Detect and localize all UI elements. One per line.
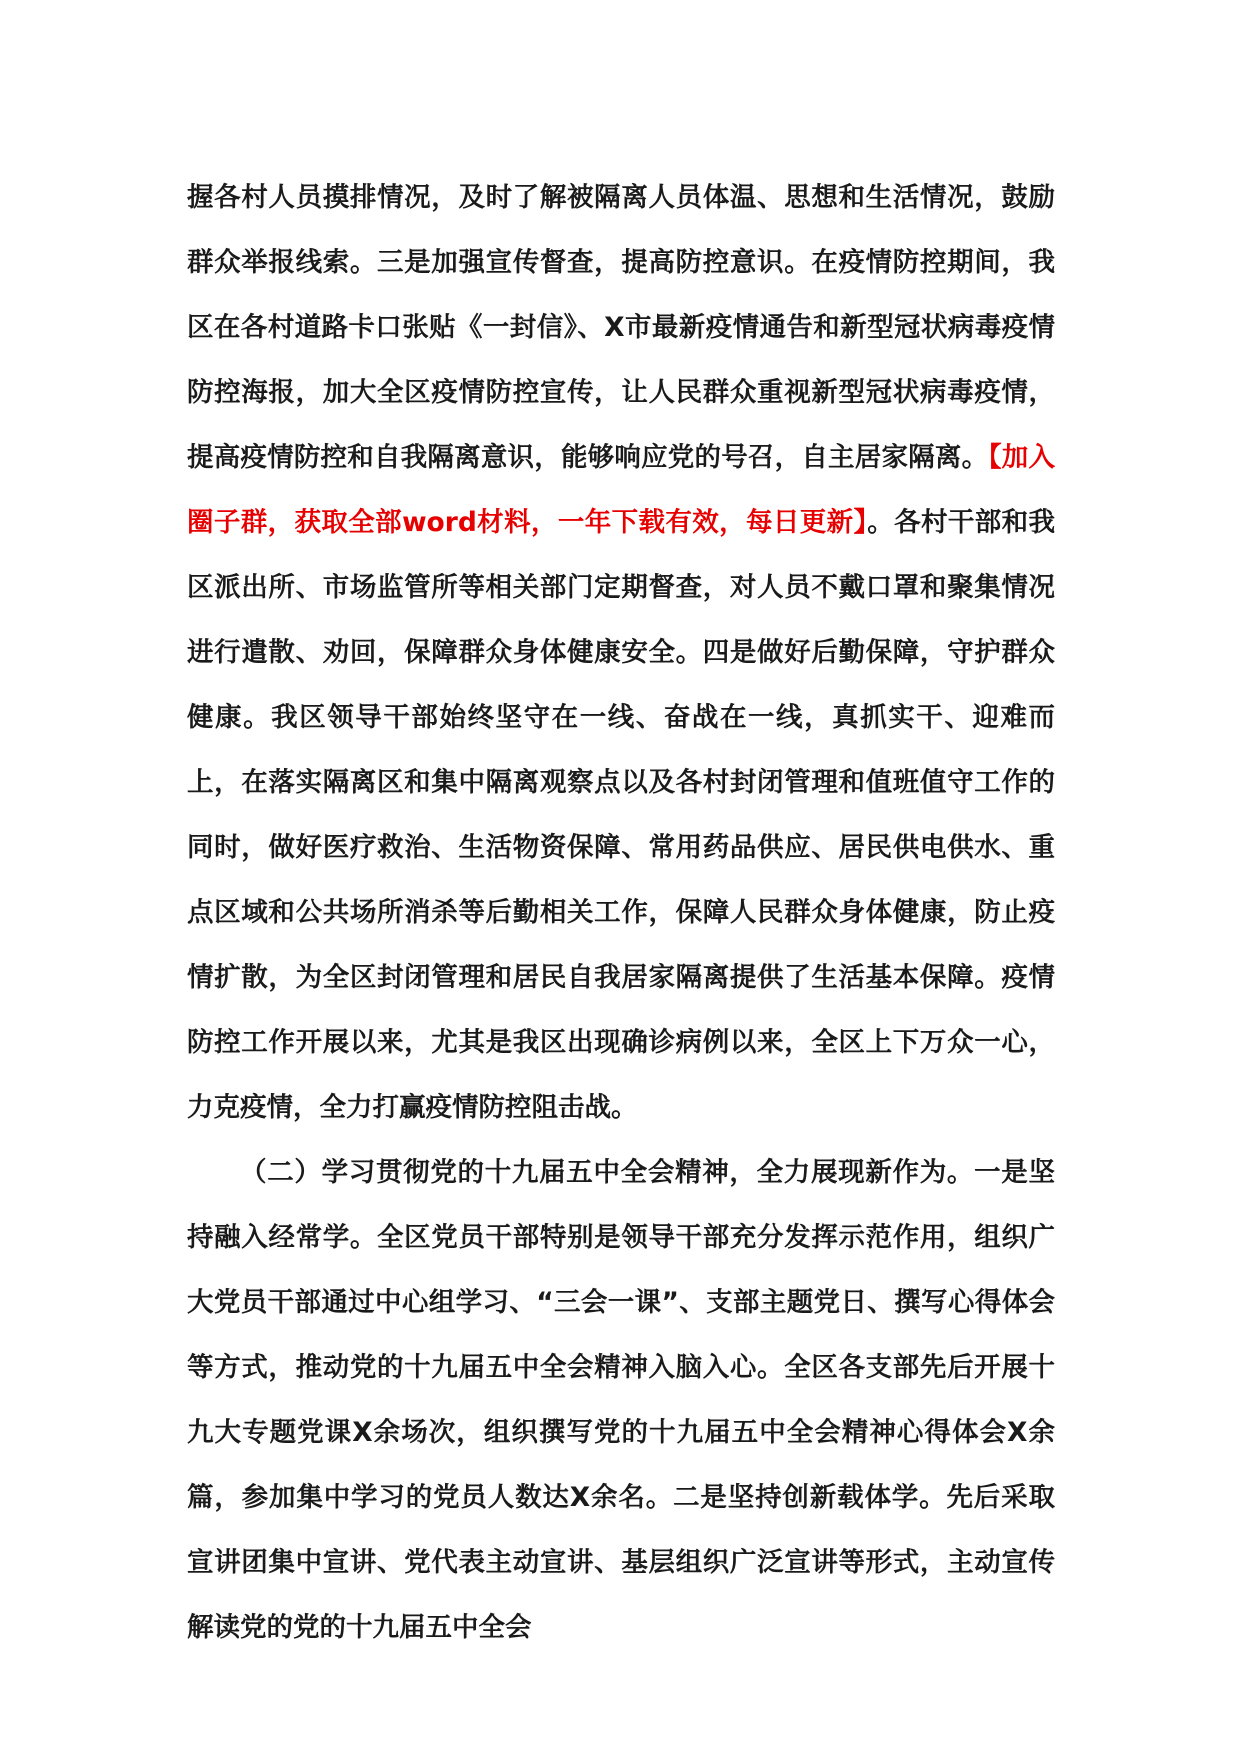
document-page: [187, 165, 1055, 1660]
paragraph-1-text-cont: 。各村干部和我区派出所、市场监管所等相关部门定期督查，对人员不戴口罩和聚集情况进行遣散、劝回，保障群众身体健康安全。四是做好后勤保障，守护群众健康。我区领导干部始终坚守在一线、奋战在一线，真抓实干、迎难而上，在落实隔离区和集中隔离观察点以及各村封闭管理和值班值守工作的同时，做好医疗救治、生活物资保障、常用药品供应、居民供电供水、重点区域和公共场所消杀等后勤相关工作，保障人民群众身体健康，防止疫情扩散，为全区封闭管理和居民自我居家隔离提供了生活基本保障。疫情防控工作开展以来，尤其是我区出现确诊病例以来，全区上下万众一心，力克疫情，全力打赢疫情防控阻击战。: [187, 507, 1055, 1123]
paragraph-1-text: 握各村人员摸排情况，及时了解被隔离人员体温、思想和生活情况，鼓励群众举报线索。三是加强宣传督查，提高防控意识。在疫情防控期间，我区在各村道路卡口张贴《一封信》、X市最新疫情通告和新型冠状病毒疫情防控海报，加大全区疫情防控宣传，让人民群众重视新型冠状病毒疫情，提高疫情防控和自我隔离意识，能够响应党的号召，自主居家隔离。: [187, 182, 1055, 473]
paragraph-2: [187, 1140, 1055, 1660]
paragraph-2-text: （二）学习贯彻党的十九届五中全会精神，全力展现新作为。一是坚持融入经常学。全区党员干部特别是领导干部充分发挥示范作用，组织广大党员干部通过中心组学习、“三会一课”、支部主题党日、撰写心得体会等方式，推动党的十九届五中全会精神入脑入心。全区各支部先后开展十九大专题党课X余场次，组织撰写党的十九届五中全会精神心得体会X余篇，参加集中学习的党员人数达X余名。二是坚持创新载体学。先后采取宣讲团集中宣讲、党代表主动宣讲、基层组织广泛宣讲等形式，主动宣传解读党的党的十九届五中全会: [187, 1157, 1055, 1643]
paragraph-1: [187, 165, 1055, 1140]
promo-highlight: 【加入圈子群，获取全部word材料，一年下载有效，每日更新】: [187, 442, 1055, 538]
